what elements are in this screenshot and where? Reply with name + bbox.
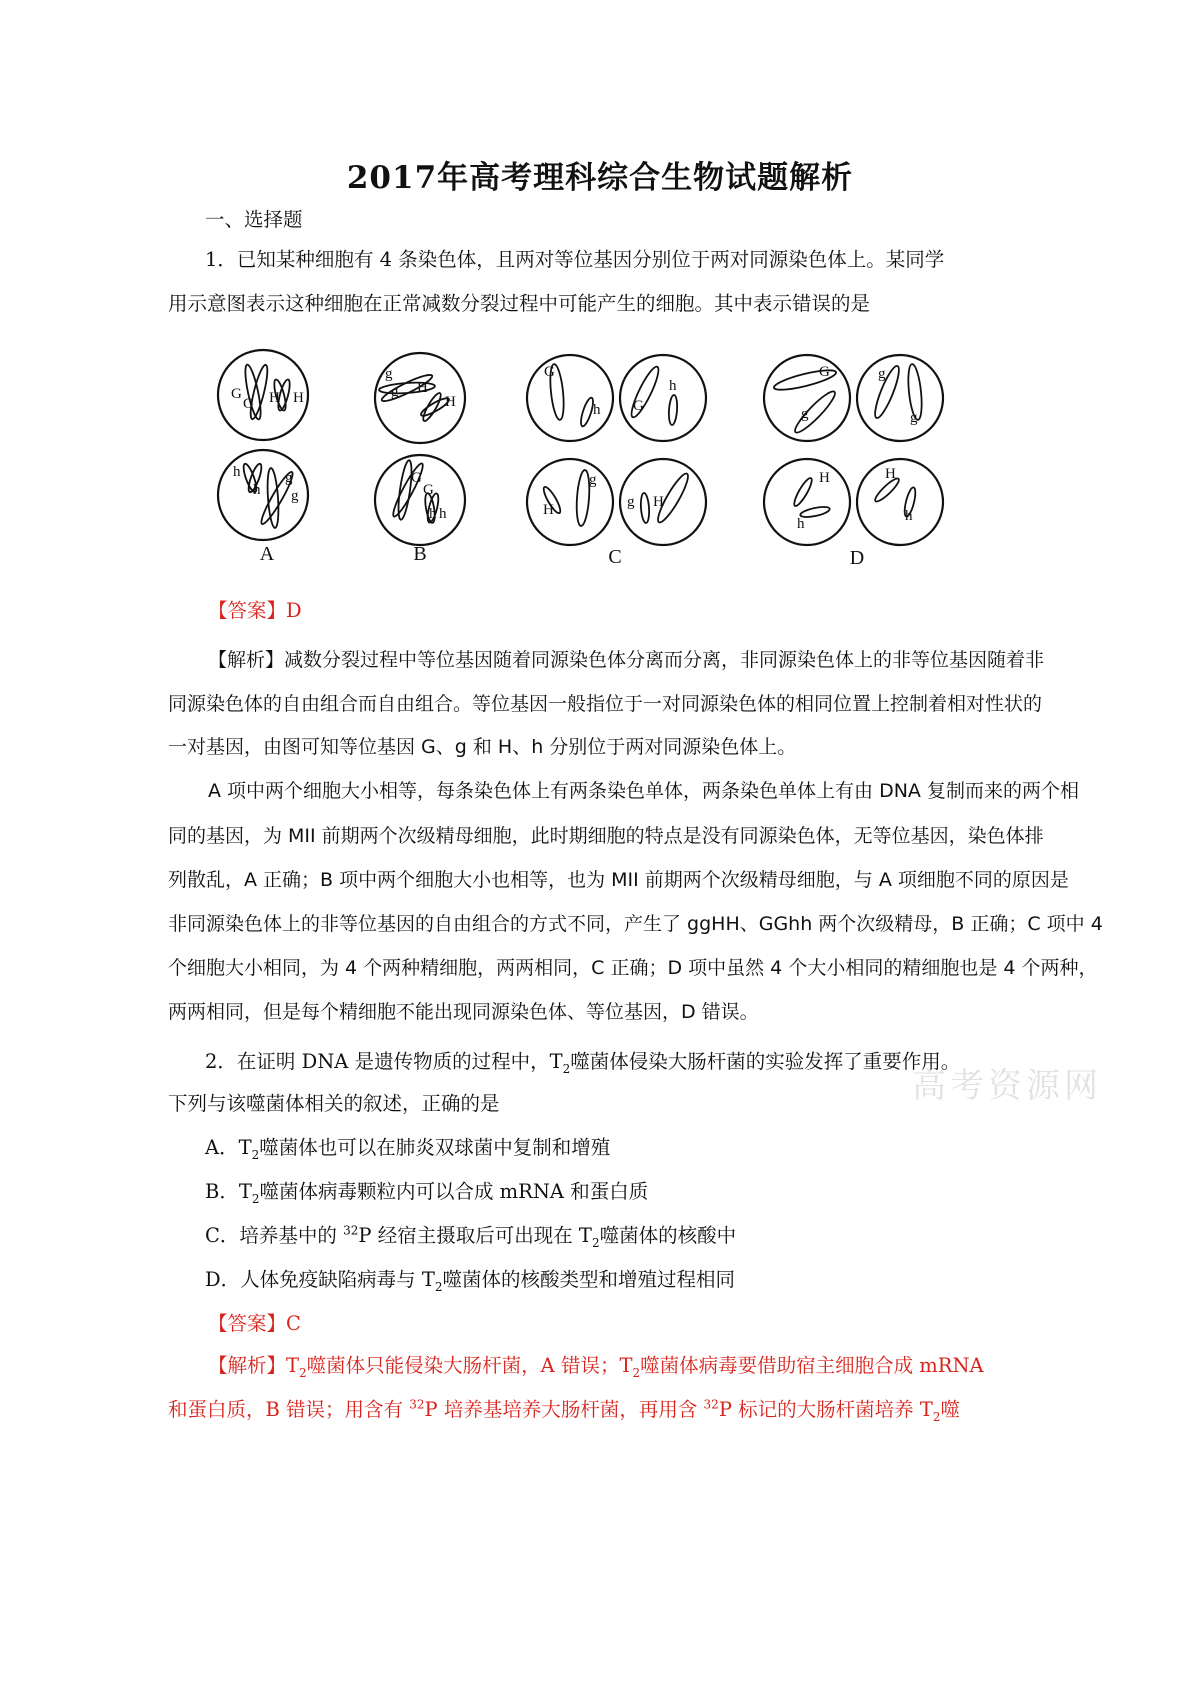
svg-text:h: h (905, 508, 913, 524)
svg-text:h: h (593, 402, 601, 418)
page-title: 2017年高考理科综合生物试题解析 (346, 160, 854, 196)
svg-text:G: G (231, 386, 242, 402)
q1-analysis-line-5: 同的基因，为 MII 前期两个次级精母细胞，此时期细胞的特点是没有同源染色体，无等位基因，染色体排 (168, 825, 1044, 847)
svg-text:H: H (653, 494, 664, 510)
q2-option-a: A．$T_2$噬菌体也可以在肺炎双球菌中复制和增殖 (205, 1136, 611, 1162)
svg-text:h: h (669, 378, 677, 394)
q2-option-c: C．培养基中的 $^{32}$P 经宿主摄取后可出现在 $T_2$噬菌体的核酸中 (205, 1223, 737, 1250)
section-heading: 一、选择题 (205, 208, 303, 231)
q1-analysis-line-7: 非同源染色体上的非等位基因的自由组合的方式不同，产生了 ggHH、GGhh 两个次级精母，B 正确；C 项中 4 (168, 913, 1103, 935)
svg-text:G: G (544, 364, 555, 380)
q2-option-d: D．人体免疫缺陷病毒与 $T_2$噬菌体的核酸类型和增殖过程相同 (205, 1268, 735, 1294)
svg-text:g: g (391, 384, 399, 400)
option-label-b: B (413, 543, 427, 565)
svg-text:g: g (801, 406, 809, 422)
svg-text:H: H (269, 390, 280, 406)
svg-text:G: G (411, 470, 422, 486)
cell-c-3 (527, 459, 613, 545)
svg-text:g: g (385, 366, 393, 382)
svg-text:g: g (589, 472, 597, 488)
q1-answer: 【答案】D (208, 599, 302, 622)
option-label-a: A (259, 543, 275, 565)
svg-text:h: h (797, 516, 805, 532)
q2-option-b: B．$T_2$噬菌体病毒颗粒内可以合成 mRNA 和蛋白质 (205, 1180, 649, 1206)
q2-stem-line-2: 下列与该噬菌体相关的叙述，正确的是 (168, 1092, 500, 1115)
cell-d-4 (857, 459, 943, 545)
q1-analysis-line-4: A 项中两个细胞大小相等，每条染色体上有两条染色单体，两条染色单体上有由 DNA 复制而来的两个相 (208, 780, 1079, 802)
cell-d-3 (764, 459, 850, 545)
svg-text:H: H (885, 466, 896, 482)
q1-analysis-line-8: 个细胞大小相同，为 4 个两种精细胞，两两相同，C 正确；D 项中虽然 4 个大小相同的精细胞也是 4 个两种， (168, 957, 1098, 979)
q1-stem-line-2: 用示意图表示这种细胞在正常减数分裂过程中可能产生的细胞。其中表示错误的是 (168, 292, 871, 315)
svg-text:H: H (417, 380, 428, 396)
q2-analysis-line-1: 【解析】$T_2$噬菌体只能侵染大肠杆菌，A 错误；$T_2$噬菌体病毒要借助宿主细胞合成 mRNA (208, 1354, 984, 1380)
svg-text:G: G (243, 396, 254, 412)
q1-analysis-line-3: 一对基因，由图可知等位基因 G、g 和 H、h 分别位于两对同源染色体上。 (168, 736, 797, 758)
watermark: 高考资源网 (912, 1066, 1102, 1106)
q1-analysis-line-1: 【解析】减数分裂过程中等位基因随着同源染色体分离而分离，非同源染色体上的非等位基因随着非 (208, 649, 1045, 671)
q1-analysis-line-2: 同源染色体的自由组合而自由组合。等位基因一般指位于一对同源染色体的相同位置上控制着相对性状的 (168, 693, 1043, 715)
q2-stem-line-1: 2．在证明 DNA 是遗传物质的过程中，$T_2$噬菌体侵染大肠杆菌的实验发挥了重要作用。 (205, 1050, 961, 1076)
svg-text:h: h (429, 506, 437, 522)
svg-text:G: G (819, 364, 830, 380)
q1-stem-line-1: 1．已知某种细胞有 4 条染色体，且两对等位基因分别位于两对同源染色体上。某同学 (205, 248, 945, 271)
q2-analysis-line-2: 和蛋白质，B 错误；用含有 $^{32}$P 培养基培养大肠杆菌，再用含 $^{32}$P 标记的大肠杆菌培养 $T_2$噬 (168, 1397, 961, 1424)
option-label-c: C (608, 546, 622, 568)
svg-text:h: h (253, 482, 261, 498)
svg-text:G: G (633, 398, 644, 414)
cell-b-bottom (375, 455, 465, 545)
cell-division-figure (215, 330, 950, 578)
svg-text:g: g (627, 494, 635, 510)
svg-text:g: g (285, 470, 293, 486)
svg-text:h: h (233, 464, 241, 480)
svg-text:H: H (543, 502, 554, 518)
svg-text:H: H (819, 470, 830, 486)
svg-text:G: G (423, 482, 434, 498)
svg-text:g: g (878, 366, 886, 382)
cell-d-2 (857, 355, 943, 441)
svg-text:g: g (910, 410, 918, 426)
q2-answer: 【答案】C (208, 1312, 301, 1335)
q1-analysis-line-6: 列散乱，A 正确；B 项中两个细胞大小也相等，也为 MII 前期两个次级精母细胞，与 A 项细胞不同的原因是 (168, 869, 1069, 891)
q1-analysis-line-9: 两两相同，但是每个精细胞不能出现同源染色体、等位基因，D 错误。 (168, 1001, 759, 1023)
svg-text:H: H (445, 394, 456, 410)
svg-text:H: H (293, 390, 304, 406)
cell-c-1 (527, 355, 613, 441)
svg-text:g: g (291, 488, 299, 504)
svg-text:h: h (439, 506, 447, 522)
option-label-d: D (849, 547, 865, 569)
